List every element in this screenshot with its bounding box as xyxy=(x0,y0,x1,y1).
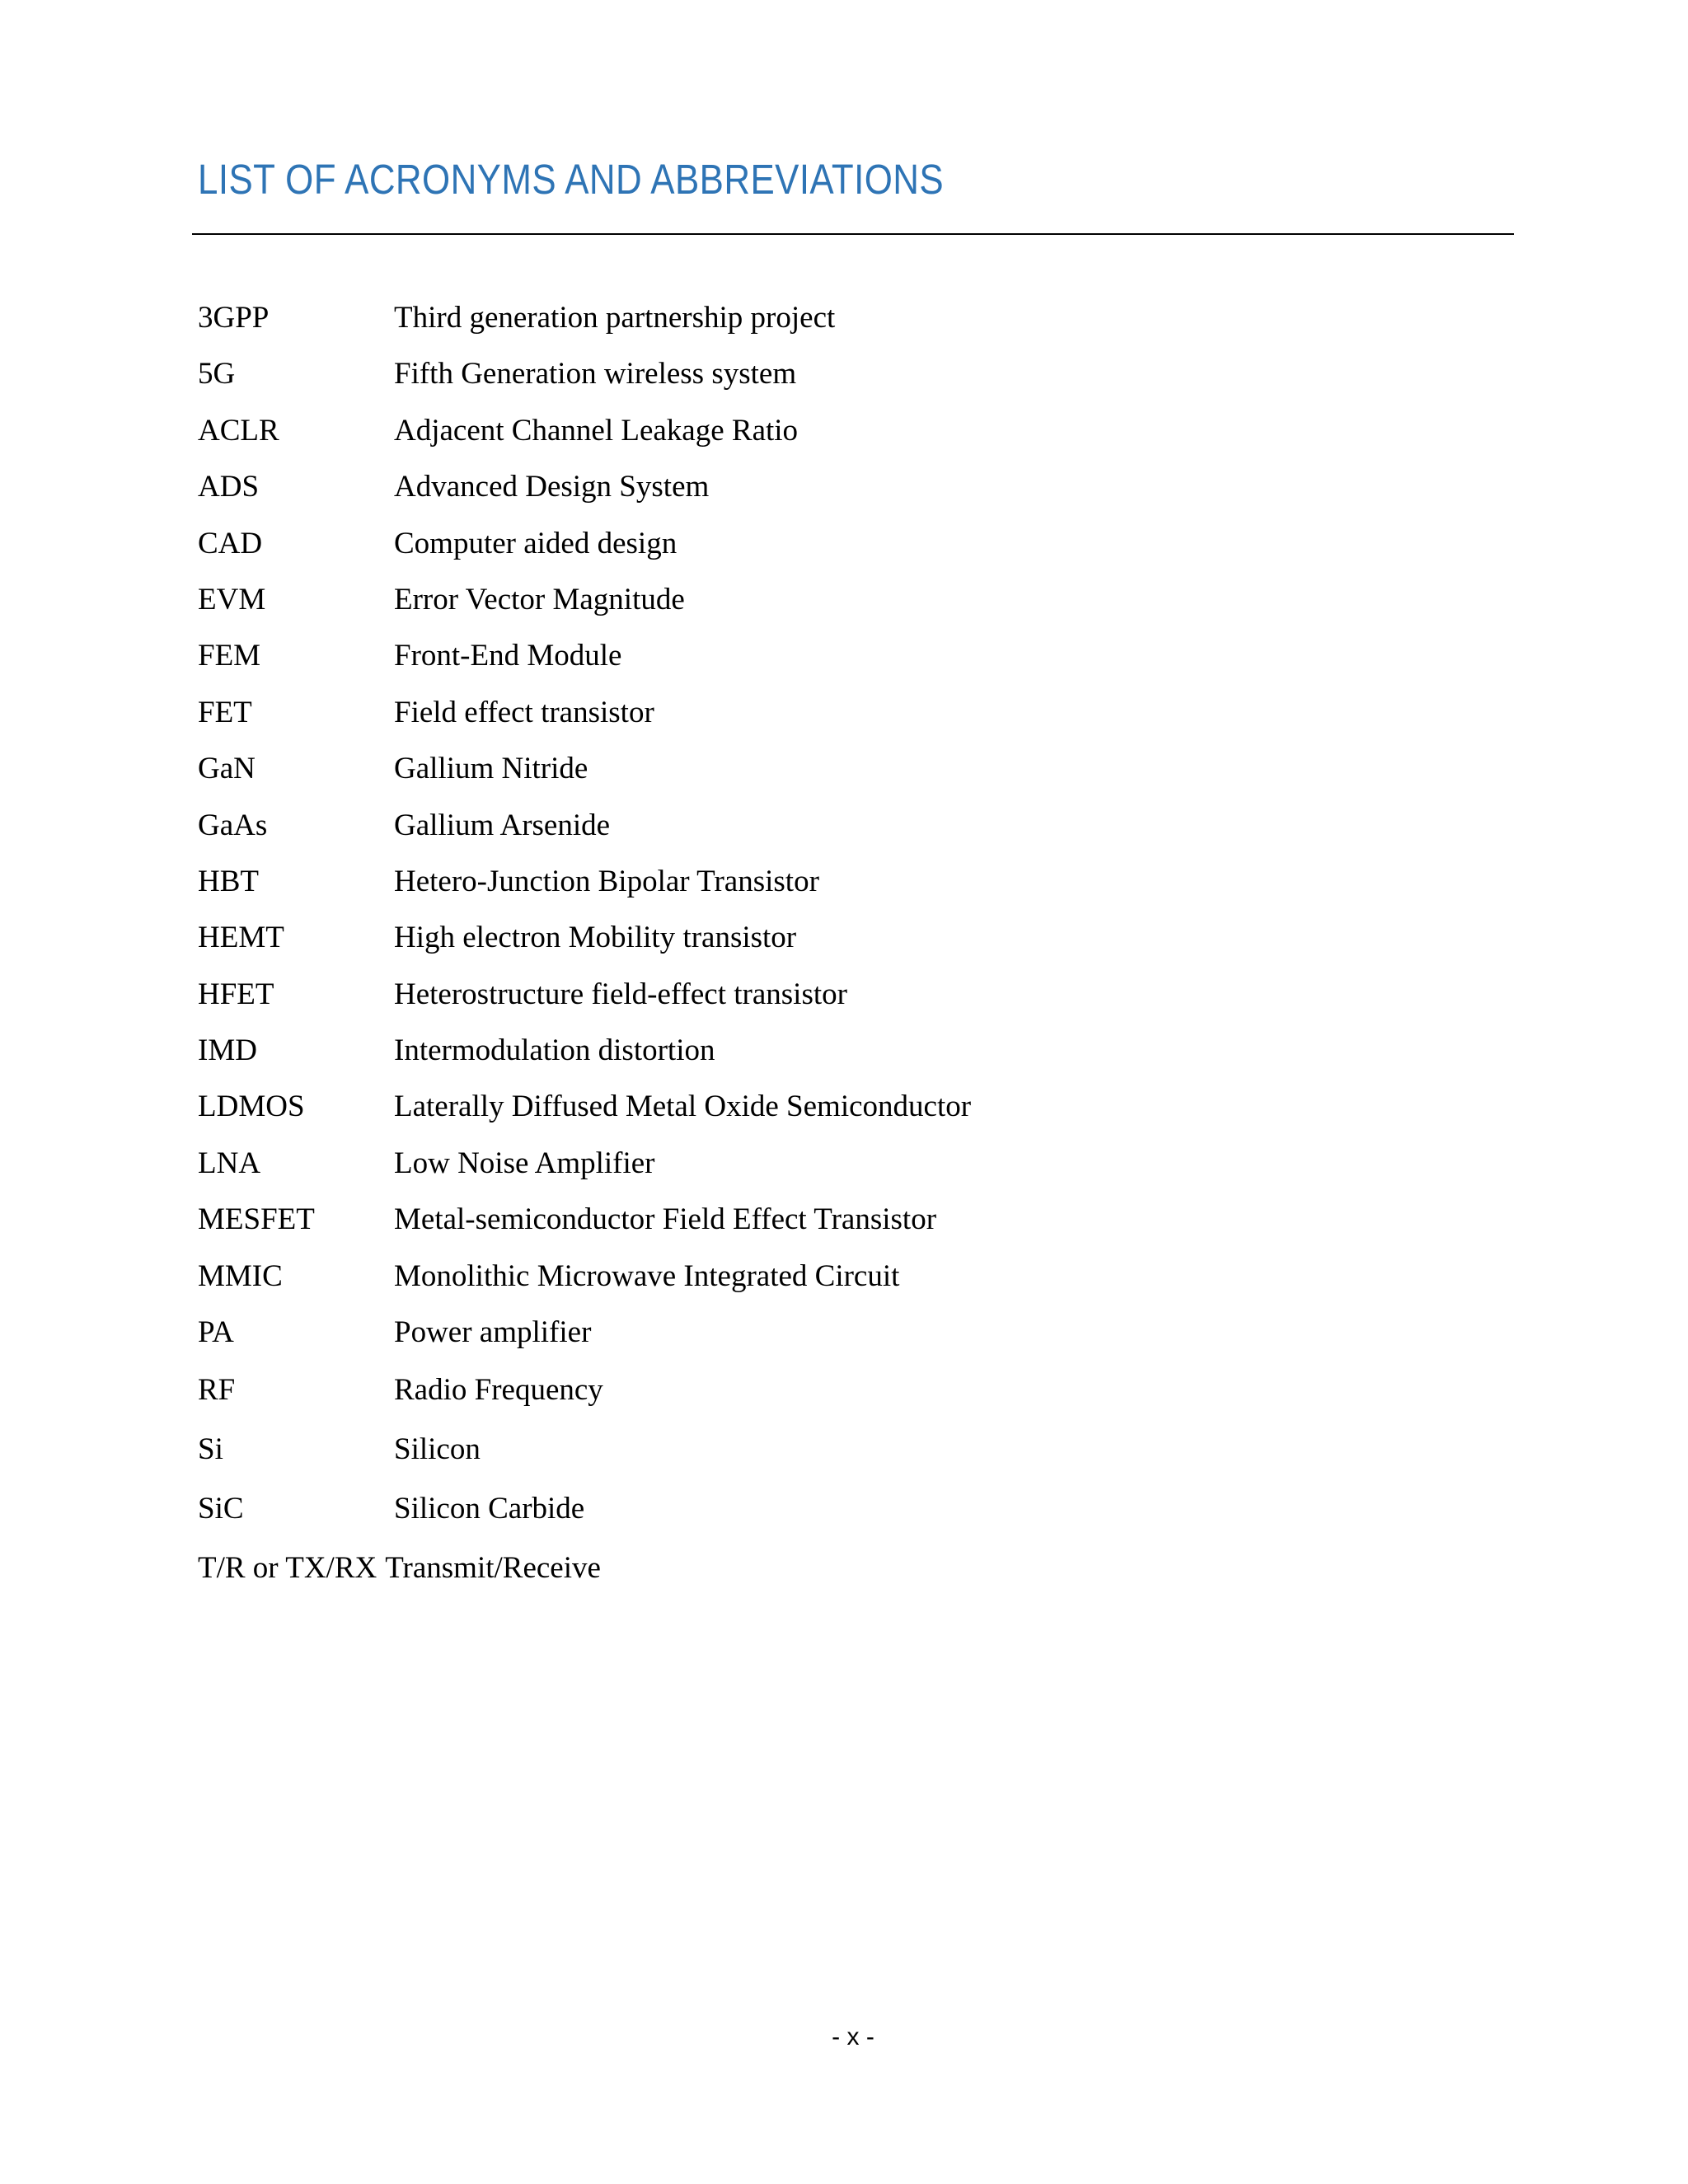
acronym-row xyxy=(198,1305,1517,1361)
heading-divider xyxy=(192,233,1514,235)
acronym-definition: Gallium Arsenide xyxy=(394,808,611,842)
acronym-definition: Error Vector Magnitude xyxy=(394,582,685,616)
acronym-term: Si xyxy=(198,1432,223,1467)
acronym-term: HFET xyxy=(198,977,274,1011)
acronym-definition: Monolithic Microwave Integrated Circuit xyxy=(394,1258,900,1293)
acronym-definition: Low Noise Amplifier xyxy=(394,1146,655,1180)
acronym-term: HEMT xyxy=(198,921,284,955)
acronym-term: HBT xyxy=(198,864,259,898)
acronym-row xyxy=(198,1079,1517,1135)
acronym-term: FEM xyxy=(198,639,261,673)
acronym-row xyxy=(198,459,1517,515)
acronym-definition: Radio Frequency xyxy=(394,1373,603,1408)
acronym-definition: Metal-semiconductor Field Effect Transistor xyxy=(394,1202,937,1237)
acronym-definition: Advanced Design System xyxy=(394,470,710,504)
acronym-row xyxy=(198,572,1517,628)
acronym-term: CAD xyxy=(198,526,263,560)
page-number: - x - xyxy=(832,2023,874,2050)
acronym-definition: Computer aided design xyxy=(394,526,678,560)
acronym-term: MMIC xyxy=(198,1258,283,1293)
acronym-row xyxy=(198,1192,1517,1248)
acronym-row xyxy=(198,854,1517,910)
acronym-definition: Intermodulation distortion xyxy=(394,1033,715,1068)
acronym-definition: Hetero-Junction Bipolar Transistor xyxy=(394,864,819,898)
acronym-row xyxy=(198,685,1517,741)
acronym-term: 3GPP xyxy=(198,301,270,335)
acronym-term: GaAs xyxy=(198,808,268,842)
acronym-row xyxy=(198,1420,1517,1479)
acronym-term: MESFET xyxy=(198,1202,315,1237)
acronym-row xyxy=(198,1361,1517,1420)
acronym-term: 5G xyxy=(198,357,236,391)
acronym-term: SiC xyxy=(198,1492,244,1526)
acronym-definition: Adjacent Channel Leakage Ratio xyxy=(394,413,799,448)
acronym-definition: Heterostructure field-effect transistor xyxy=(394,977,847,1011)
acronym-row xyxy=(198,1539,1517,1598)
acronym-row xyxy=(198,1479,1517,1539)
acronym-definition: Laterally Diffused Metal Oxide Semiconductor xyxy=(394,1090,972,1124)
acronym-list xyxy=(198,290,1517,1598)
acronym-definition: Front-End Module xyxy=(394,639,622,673)
acronym-definition: High electron Mobility transistor xyxy=(394,921,797,955)
page-heading: LIST OF ACRONYMS AND ABBREVIATIONS xyxy=(198,156,945,203)
acronym-term: T/R or TX/RX xyxy=(198,1551,377,1586)
acronym-row xyxy=(198,516,1517,572)
acronym-term: EVM xyxy=(198,582,266,616)
acronym-row xyxy=(198,798,1517,854)
acronym-term: PA xyxy=(198,1315,234,1350)
acronym-row xyxy=(198,290,1517,346)
acronym-term: ACLR xyxy=(198,413,279,448)
acronym-term: LNA xyxy=(198,1146,261,1180)
acronym-term: RF xyxy=(198,1373,236,1408)
acronym-definition: Transmit/Receive xyxy=(385,1551,601,1586)
acronym-term: IMD xyxy=(198,1033,257,1068)
acronym-definition: Silicon Carbide xyxy=(394,1492,585,1526)
acronym-definition: Third generation partnership project xyxy=(394,301,836,335)
acronym-term: FET xyxy=(198,695,252,729)
acronym-term: ADS xyxy=(198,470,260,504)
acronym-row xyxy=(198,403,1517,459)
acronym-term: LDMOS xyxy=(198,1090,305,1124)
acronym-row xyxy=(198,1023,1517,1079)
acronym-term: GaN xyxy=(198,752,256,786)
acronym-row xyxy=(198,346,1517,402)
acronym-definition: Fifth Generation wireless system xyxy=(394,357,797,391)
acronym-row xyxy=(198,741,1517,797)
acronym-row xyxy=(198,910,1517,966)
acronym-row xyxy=(198,1249,1517,1305)
acronym-definition: Silicon xyxy=(394,1432,481,1467)
acronym-row xyxy=(198,1136,1517,1192)
acronym-definition: Gallium Nitride xyxy=(394,752,588,786)
acronym-definition: Field effect transistor xyxy=(394,695,654,729)
acronym-row xyxy=(198,967,1517,1023)
acronym-row xyxy=(198,628,1517,684)
acronym-definition: Power amplifier xyxy=(394,1315,592,1350)
